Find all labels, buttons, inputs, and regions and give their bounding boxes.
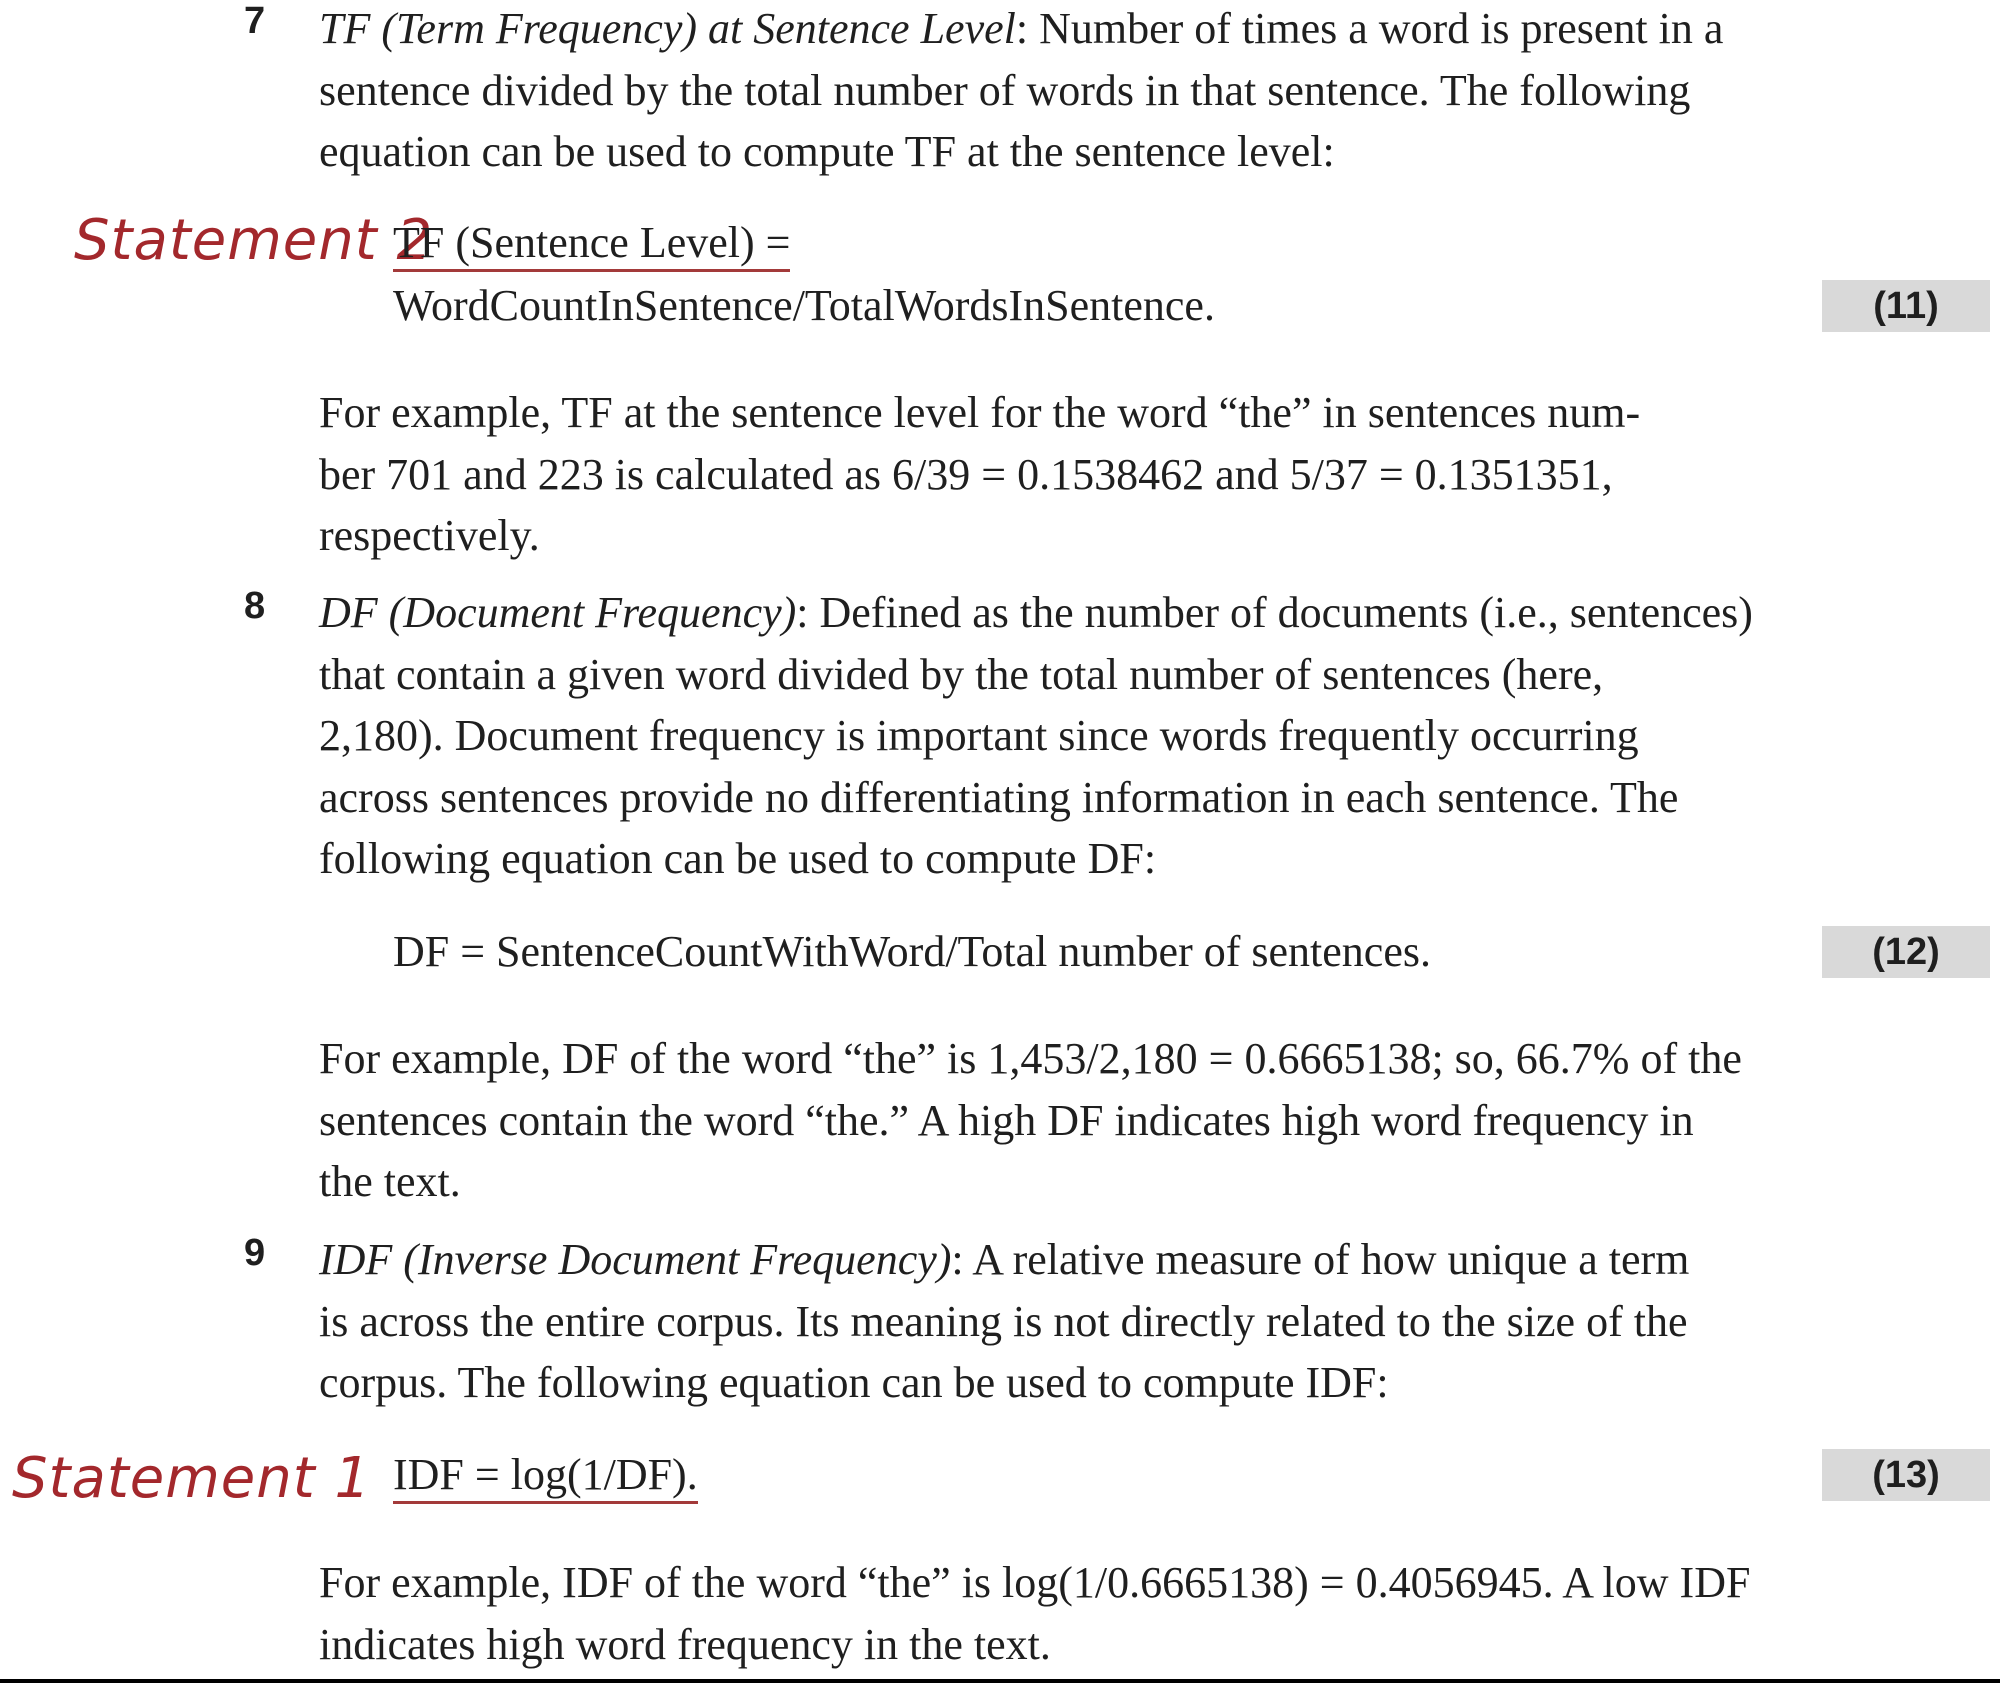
handwritten-annotation-statement-1: Statement 1 (12, 1446, 372, 1511)
equation-number: (11) (1822, 280, 1990, 332)
term-df: DF (Document Frequency) (319, 588, 797, 637)
example-tf (319, 382, 1999, 567)
definition-line: equation can be used to compute TF at the sentence level: (319, 127, 1335, 176)
definition-first-line: : Defined as the number of documents (i.e., sentences) (796, 588, 1753, 637)
example-line: indicates high word frequency in the text. (319, 1619, 1051, 1669)
item-number: 8 (244, 585, 266, 627)
item-number: 7 (244, 0, 266, 42)
definition-df (319, 582, 1999, 890)
example-df (319, 1028, 1999, 1213)
definition-line: that contain a given word divided by the total number of sentences (here, (319, 649, 1604, 699)
handwritten-annotation-statement-2: Statement 2 (74, 208, 434, 273)
example-line: For example, DF of the word “the” is 1,453/2,180 = 0.6665138; so, 66.7% of the (319, 1034, 1742, 1083)
definition-line: sentence divided by the total number of words in that sentence. The following (319, 65, 1691, 115)
definition-line: is across the entire corpus. Its meaning is not directly related to the size of the (319, 1296, 1688, 1346)
equation-tf-line2: WordCountInSentence/TotalWordsInSentence. (393, 281, 1215, 330)
equation-idf: IDF = log(1/DF). (393, 1444, 698, 1506)
example-line: the text. (319, 1157, 461, 1206)
example-line: For example, IDF of the word “the” is log(1/0.6665138) = 0.4056945. A low IDF (319, 1558, 1751, 1607)
equation-df: DF = SentenceCountWithWord/Total number of sentences. (393, 927, 1431, 976)
definition-line: 2,180). Document frequency is important since words frequently occurring (319, 711, 1639, 760)
example-line: sentences contain the word “the.” A high DF indicates high word frequency in (319, 1095, 1694, 1145)
example-line: respectively. (319, 511, 540, 560)
example-line: ber 701 and 223 is calculated as 6/39 = 0.1538462 and 5/37 = 0.1351351, (319, 449, 1613, 499)
item-number: 9 (244, 1232, 266, 1274)
equation-number: (12) (1822, 926, 1990, 978)
term-idf: IDF (Inverse Document Frequency) (319, 1235, 952, 1284)
definition-first-line: : A relative measure of how unique a term (951, 1235, 1690, 1284)
definition-line: across sentences provide no differentiating information in each sentence. The (319, 772, 1679, 822)
definition-line: following equation can be used to compute DF: (319, 834, 1157, 883)
example-line: For example, TF at the sentence level for the word “the” in sentences num- (319, 388, 1641, 437)
equation-tf-line1: TF (Sentence Level) = (393, 212, 790, 274)
example-idf (319, 1552, 1999, 1675)
definition-idf (319, 1229, 1999, 1414)
definition-tf (319, 0, 1999, 183)
bottom-rule (0, 1679, 2000, 1683)
term-tf: TF (Term Frequency) at Sentence Level (319, 4, 1016, 53)
equation-number: (13) (1822, 1449, 1990, 1501)
definition-first-line: : Number of times a word is present in a (1015, 4, 1724, 53)
definition-line: corpus. The following equation can be used to compute IDF: (319, 1358, 1389, 1407)
